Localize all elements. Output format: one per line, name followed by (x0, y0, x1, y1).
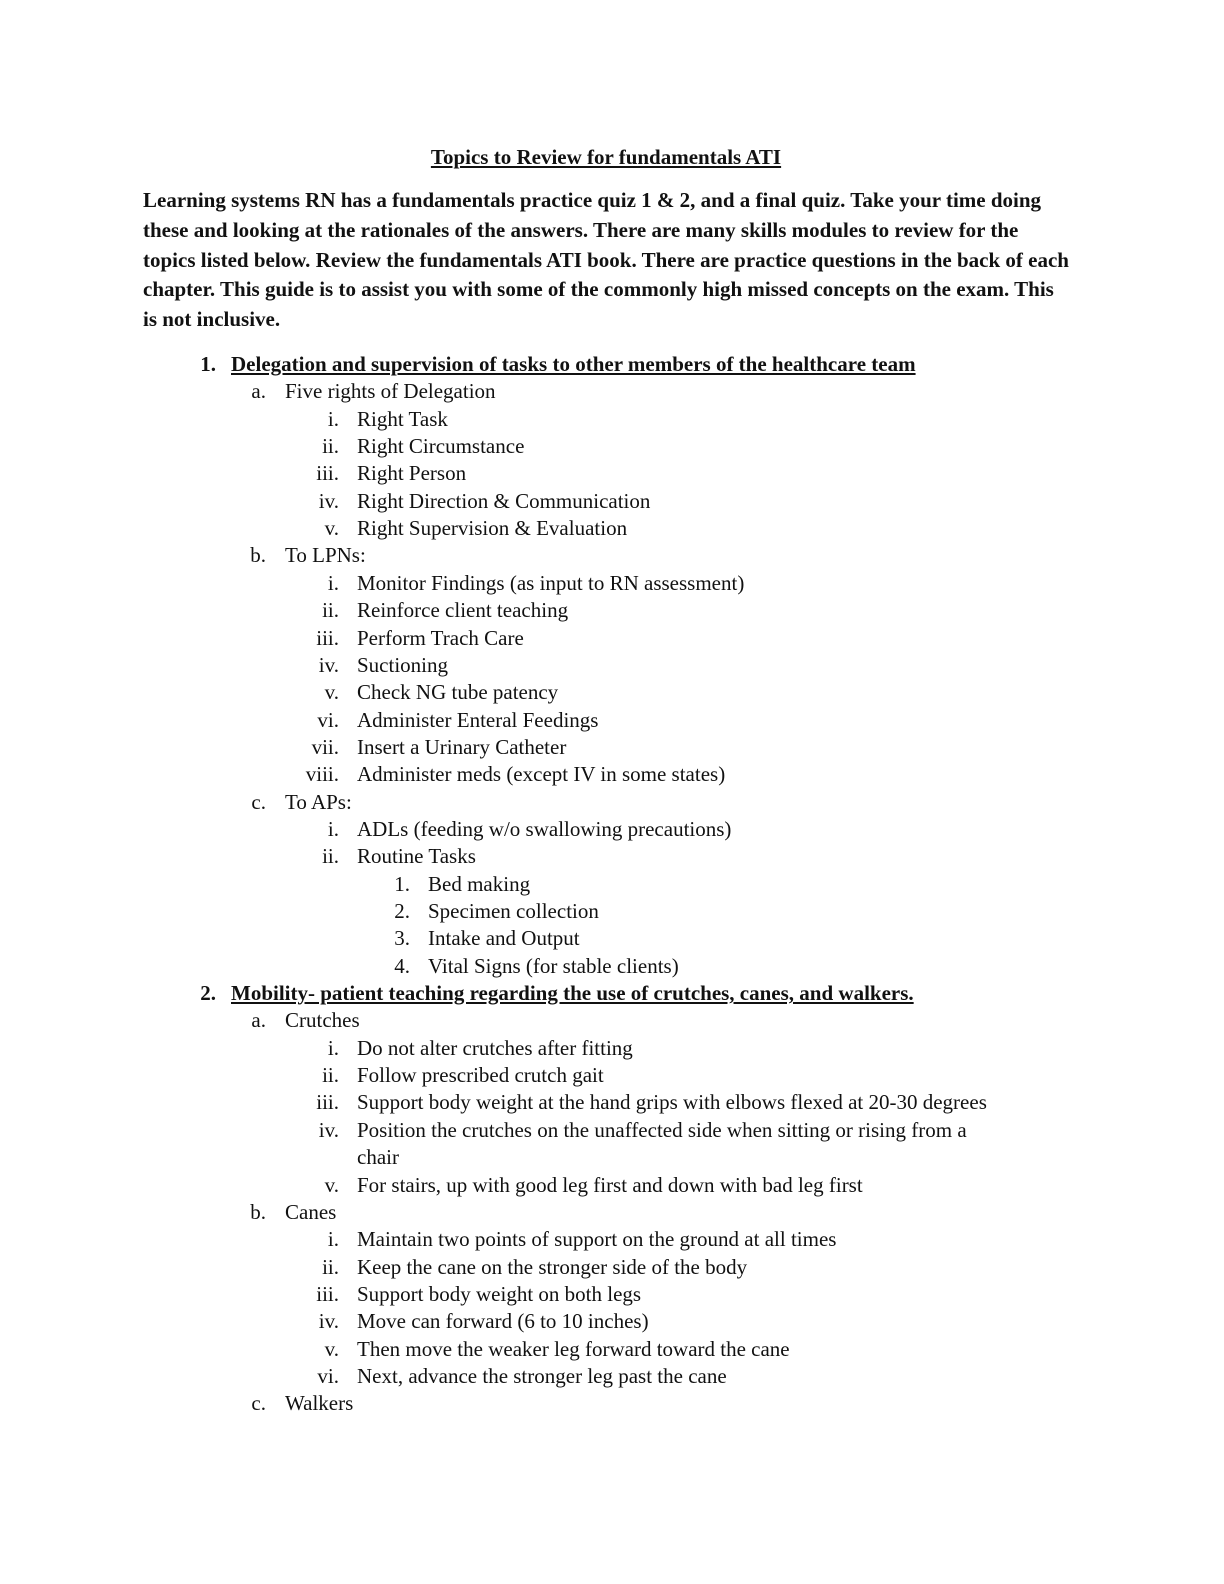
outline-marker: 2. (394, 899, 410, 923)
outline-marker: vii. (311, 734, 339, 759)
outline-text: Canes (285, 1199, 337, 1224)
outline-text: Move can forward (6 to 10 inches) (357, 1309, 649, 1334)
outline-item-level-3 (0, 760, 1224, 788)
outline-marker: a. (251, 379, 266, 404)
outline-item-level-3 (0, 1280, 1224, 1308)
outline-item-level-2 (0, 1389, 1224, 1417)
outline-marker: iii. (316, 1090, 339, 1115)
outline-text: Support body weight at the hand grips with elbows flexed at 20-30 degrees (357, 1090, 987, 1115)
outline-item-level-3 (0, 1335, 1224, 1363)
outline-marker: 1. (200, 352, 216, 376)
outline-item-level-1 (0, 979, 1224, 1007)
outline-marker: i. (327, 1227, 339, 1252)
outline-item-level-2 (0, 788, 1224, 816)
outline-marker: v. (324, 1172, 339, 1197)
outline-marker: a. (251, 1008, 266, 1033)
outline-marker: c. (251, 1391, 266, 1416)
outline-item-level-3 (0, 706, 1224, 734)
outline-text: For stairs, up with good leg first and down with bad leg first (357, 1172, 863, 1197)
outline-marker: viii. (305, 762, 339, 787)
outline-marker: v. (324, 680, 339, 705)
outline-item-level-1 (0, 350, 1224, 378)
outline-item-level-3 (0, 651, 1224, 679)
outline-item-level-3 (0, 459, 1224, 487)
outline-marker: 2. (200, 981, 216, 1006)
outline-marker: i. (327, 406, 339, 431)
outline-item-level-3 (0, 1034, 1224, 1062)
outline-text: Mobility- patient teaching regarding the use of crutches, canes, and walkers. (231, 981, 914, 1006)
outline-item-level-2 (0, 377, 1224, 405)
outline-text: Maintain two points of support on the ground at all times (357, 1227, 837, 1252)
outline-text: Administer meds (except IV in some states) (357, 762, 726, 787)
outline-item-level-2 (0, 1006, 1224, 1034)
outline-text: Follow prescribed crutch gait (357, 1063, 604, 1088)
outline-text: Right Direction & Communication (357, 488, 651, 513)
outline-marker: ii. (322, 1063, 339, 1088)
outline-marker: c. (251, 789, 266, 814)
outline-text: Crutches (285, 1008, 360, 1033)
outline-marker: vi. (317, 1363, 339, 1388)
outline-text: Walkers (285, 1391, 354, 1416)
outline-marker: b. (250, 1199, 266, 1224)
outline-marker: 4. (394, 953, 410, 978)
outline-text: Administer Enteral Feedings (357, 707, 599, 732)
document-title: Topics to Review for fundamentals ATI (430, 145, 782, 169)
outline-item-level-3 (0, 624, 1224, 652)
outline-item-level-2 (0, 541, 1224, 569)
outline-item-level-3 (0, 596, 1224, 624)
outline-text: Five rights of Delegation (285, 379, 496, 404)
intro-paragraph: Learning systems RN has a fundamentals practice quiz 1 & 2, and a final quiz. Take your time doing these and looking at the rationales of the answers. There are many skills modules to review for the topics listed below. Review the fundamentals ATI book. There are practice questions in the back of each chapter. This guide is to assist you with some of the commonly high missed concepts on the exam. This is not inclusive. (143, 188, 1069, 332)
outline-text: Perform Trach Care (357, 625, 524, 650)
outline-marker: iv. (318, 652, 339, 677)
outline-marker: iii. (316, 625, 339, 650)
outline-marker: vi. (317, 707, 339, 732)
outline-marker: ii. (322, 434, 339, 459)
outline-text: Intake and Output (428, 926, 580, 951)
outline-text: To LPNs: (285, 543, 366, 568)
outline-text: Right Circumstance (357, 434, 525, 459)
outline-item-level-3 (0, 1088, 1224, 1116)
outline-marker: iii. (316, 461, 339, 486)
outline-item-level-3 (0, 1307, 1224, 1335)
outline-item-level-3 (0, 514, 1224, 542)
outline-marker: 1. (394, 871, 410, 896)
outline-text: Support body weight on both legs (357, 1281, 642, 1306)
outline-item-level-2 (0, 1198, 1224, 1226)
outline-marker: ii. (322, 598, 339, 623)
outline-marker: ii. (322, 844, 339, 869)
outline-item-level-3 (0, 1225, 1224, 1253)
outline-text: Right Person (357, 461, 467, 486)
outline-item-level-3 (0, 733, 1224, 761)
outline-item-level-3 (0, 678, 1224, 706)
outline-item-level-4 (0, 924, 1224, 952)
outline-item-level-3 (0, 815, 1224, 843)
outline-item-level-3 (0, 432, 1224, 460)
outline-text: Reinforce client teaching (357, 598, 569, 623)
outline-text: Monitor Findings (as input to RN assessment) (357, 570, 745, 595)
outline-text: Check NG tube patency (357, 680, 559, 705)
outline-marker: iii. (316, 1281, 339, 1306)
outline-text: Right Task (357, 406, 448, 431)
outline-text: Delegation and supervision of tasks to other members of the healthcare team (231, 352, 916, 376)
outline-text: Routine Tasks (357, 844, 476, 869)
outline-item-level-3 (0, 842, 1224, 870)
outline-item-level-3 (0, 1171, 1224, 1199)
outline-marker: i. (327, 570, 339, 595)
outline-marker: iv. (318, 1117, 339, 1142)
outline-text: Position the crutches on the unaffected side when sitting or rising from a (357, 1117, 967, 1142)
outline-marker: v. (324, 1336, 339, 1361)
outline-item-level-4 (0, 870, 1224, 898)
outline-marker: ii. (322, 1254, 339, 1279)
outline-text: Keep the cane on the stronger side of the body (357, 1254, 748, 1279)
outline-text: Suctioning (357, 652, 449, 677)
outline-item-level-3 (0, 569, 1224, 597)
outline-text: Vital Signs (for stable clients) (428, 953, 679, 978)
outline-text: Specimen collection (428, 899, 599, 923)
outline-item-level-4 (0, 897, 1224, 925)
outline-text: Insert a Urinary Catheter (357, 734, 567, 759)
outline-marker: 3. (394, 926, 410, 951)
outline-text: Right Supervision & Evaluation (357, 516, 628, 541)
outline-text: ADLs (feeding w/o swallowing precautions) (357, 816, 732, 841)
outline-item-level-3 (0, 1143, 1224, 1171)
outline-item-level-3 (0, 1253, 1224, 1281)
outline-text: Bed making (428, 871, 531, 896)
outline-marker: iv. (318, 488, 339, 513)
outline-marker: i. (327, 1035, 339, 1060)
outline-item-level-3 (0, 1061, 1224, 1089)
outline-item-level-3 (0, 1116, 1224, 1144)
outline-text: To APs: (285, 789, 352, 814)
outline-item-level-3 (0, 487, 1224, 515)
outline-text: chair (357, 1145, 399, 1170)
outline-text: Next, advance the stronger leg past the cane (357, 1363, 727, 1388)
outline-item-level-3 (0, 1362, 1224, 1390)
outline-item-level-4 (0, 952, 1224, 980)
outline-marker: v. (324, 516, 339, 541)
outline-marker: iv. (318, 1309, 339, 1334)
outline-text: Do not alter crutches after fitting (357, 1035, 633, 1060)
outline-text: Then move the weaker leg forward toward the cane (357, 1336, 790, 1361)
outline-marker: i. (327, 816, 339, 841)
outline-item-level-3 (0, 405, 1224, 433)
outline-marker: b. (250, 543, 266, 568)
